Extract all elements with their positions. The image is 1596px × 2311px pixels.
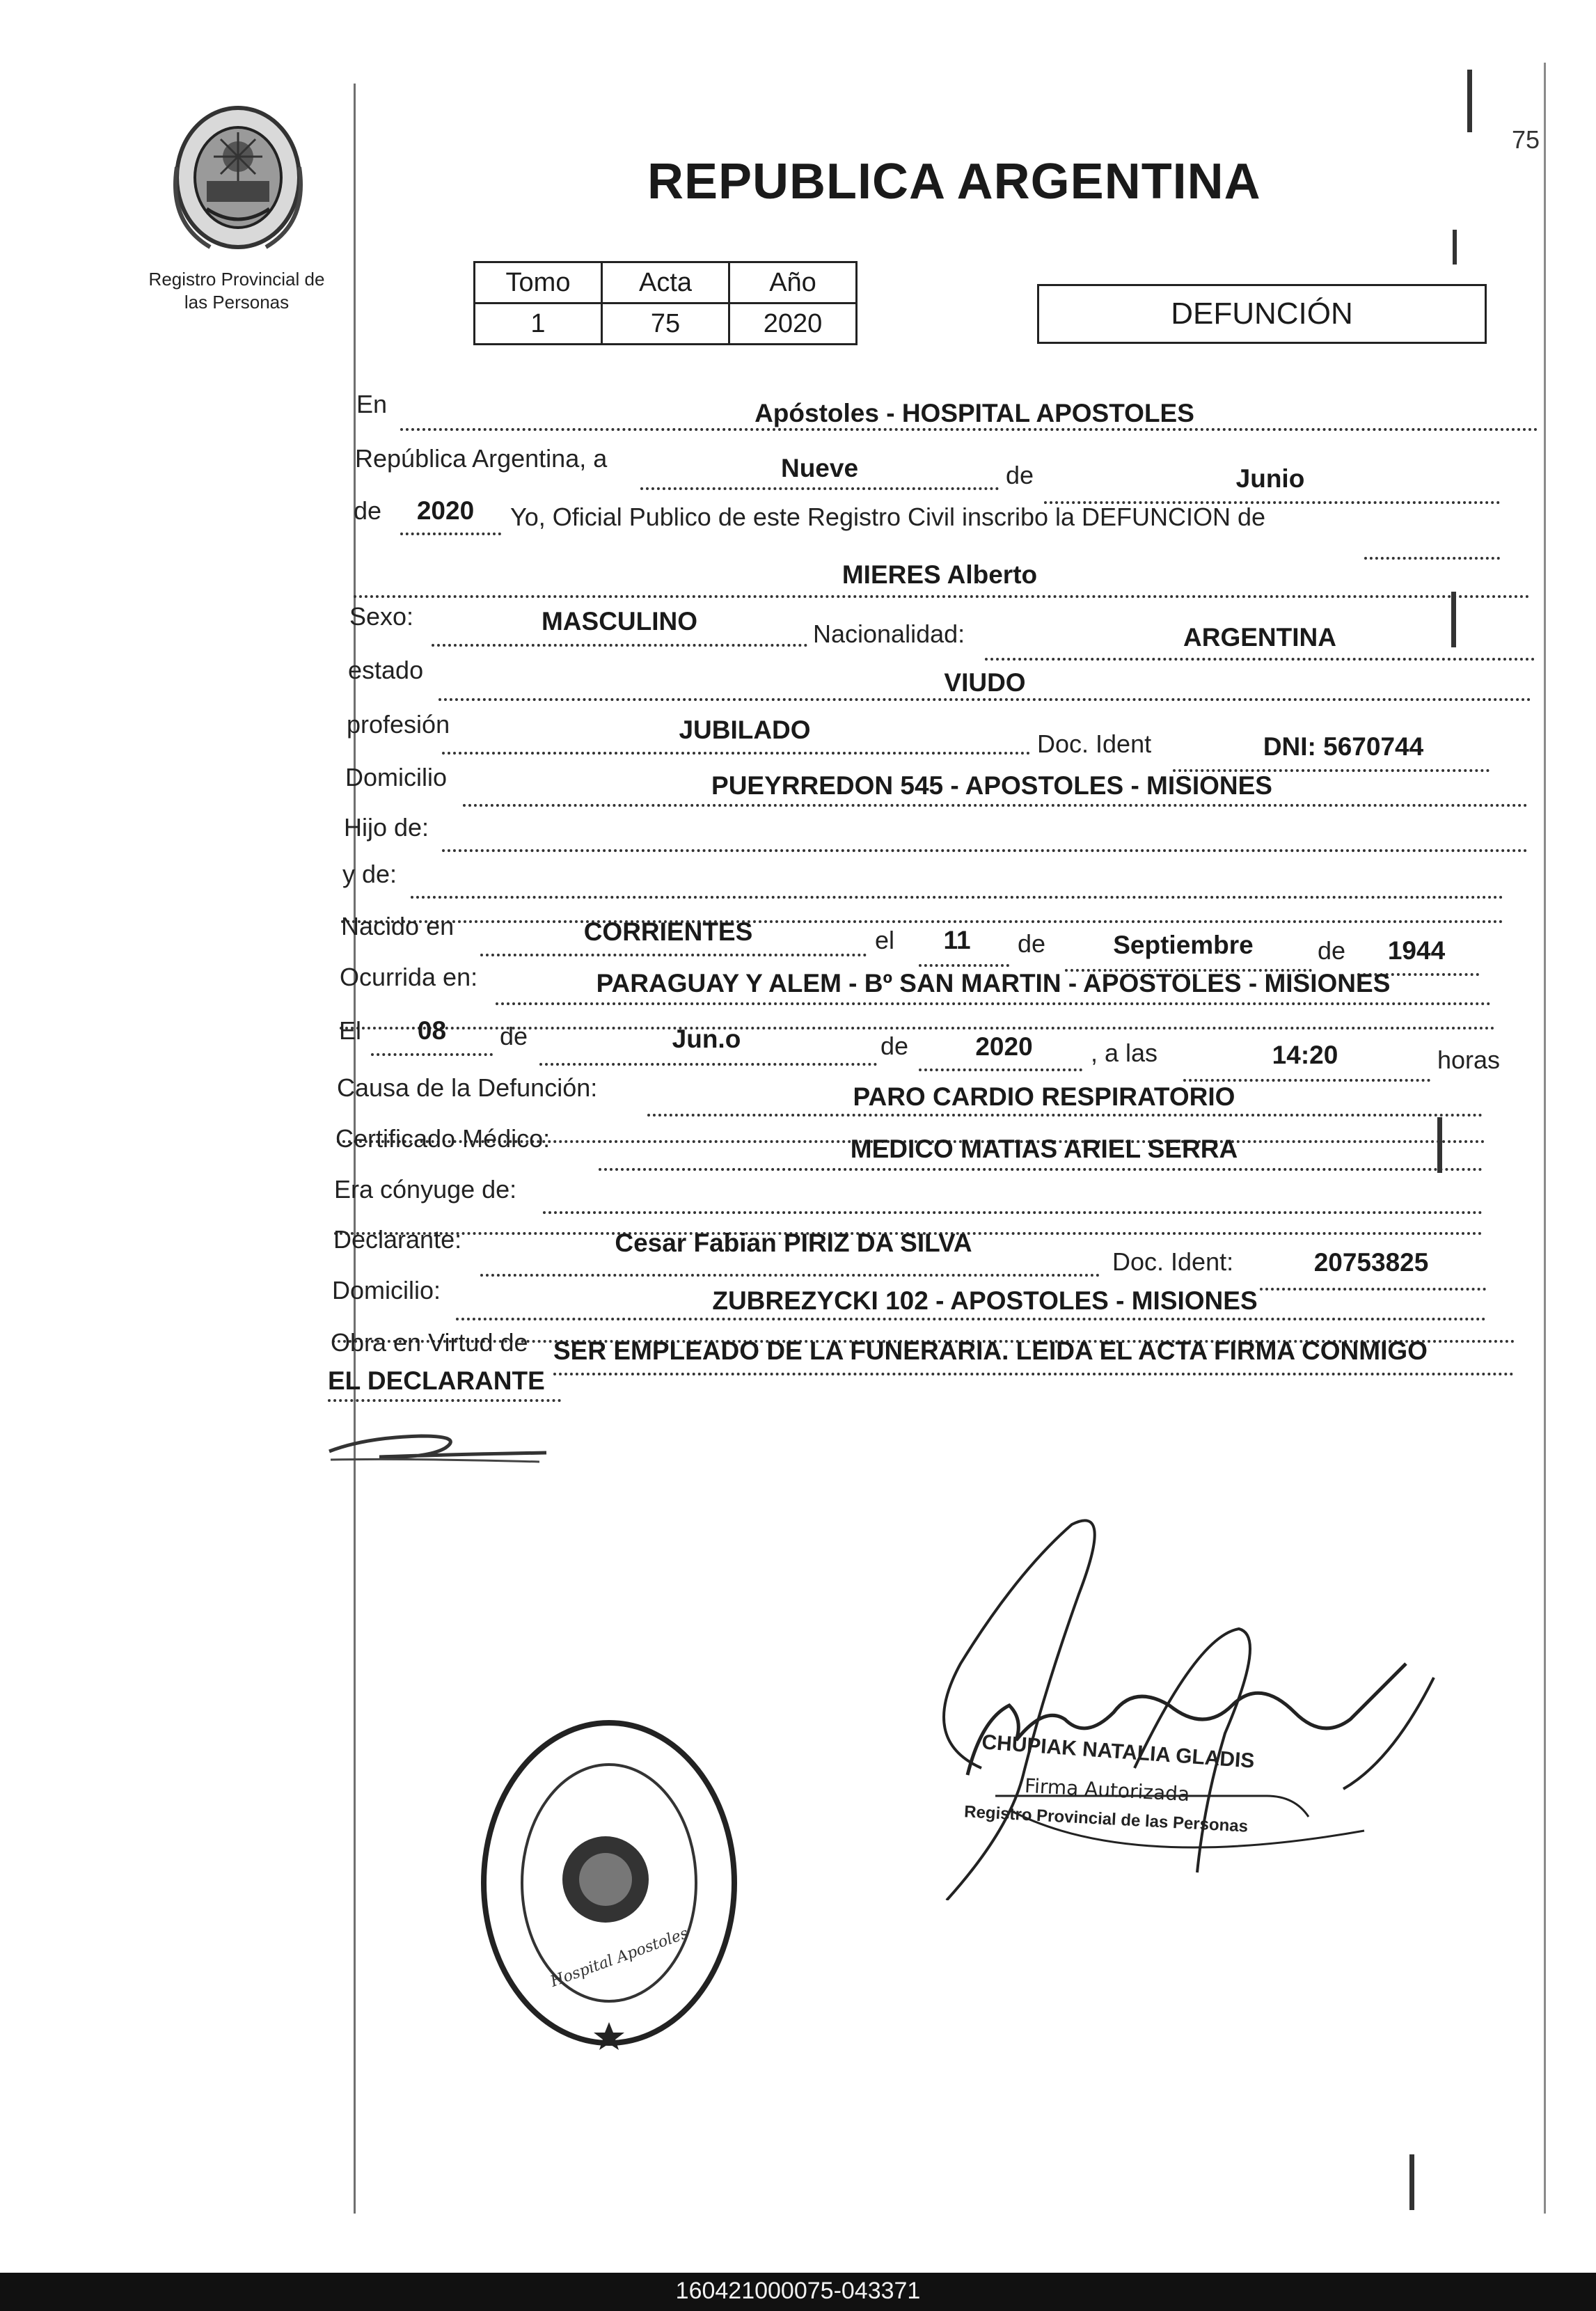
label-causa: Causa de la Defunción: (337, 1073, 598, 1102)
reference-value-row (475, 303, 857, 345)
dotted-line (400, 428, 1538, 431)
declarant-signature-icon (324, 1423, 553, 1472)
value-mes: Junio (1235, 464, 1305, 493)
label-estado: estado (348, 656, 424, 684)
dotted-line (480, 954, 867, 956)
label-de-anio: de (354, 496, 382, 525)
value-declarante-doc: 20753825 (1313, 1248, 1429, 1277)
anio-header: Año (729, 262, 857, 303)
registry-caption: Registro Provincial de las Personas (148, 269, 325, 313)
dotted-line (1183, 1079, 1430, 1082)
dotted-line (411, 896, 1503, 899)
dotted-line (328, 1399, 561, 1402)
value-documento: DNI: 5670744 (1263, 732, 1424, 761)
label-nacionalidad: Nacionalidad: (813, 620, 965, 648)
value-certificado: MEDICO MATIAS ARIEL SERRA (850, 1135, 1238, 1163)
value-nacionalidad: ARGENTINA (1183, 623, 1336, 652)
label-y-de: y de: (342, 860, 397, 888)
label-domicilio: Domicilio (345, 763, 448, 791)
value-nombre: MIERES Alberto (842, 560, 1038, 589)
dotted-line (919, 1068, 1082, 1071)
value-anio: 2020 (416, 496, 475, 525)
value-nac-anio: 1944 (1387, 936, 1446, 965)
authority-role: Firma Autorizada (1024, 1774, 1190, 1806)
label-doc-ident-2: Doc. Ident: (1112, 1247, 1234, 1276)
dotted-line (599, 1168, 1483, 1171)
dotted-line (985, 658, 1535, 661)
dotted-line (640, 487, 999, 490)
stamp-text-group (487, 1719, 731, 2046)
dotted-line (1364, 557, 1500, 560)
value-nacido-en: CORRIENTES (583, 917, 753, 946)
dotted-line (438, 698, 1531, 701)
anio-value: 2020 (729, 303, 857, 345)
dotted-line (553, 1373, 1514, 1375)
document-type-box: DEFUNCIÓN (1037, 284, 1487, 344)
value-def-hora: 14:20 (1272, 1041, 1338, 1069)
value-lugar: Apóstoles - HOSPITAL APOSTOLES (754, 399, 1194, 427)
scan-mark (1409, 2154, 1414, 2210)
value-ocurrida-en: PARAGUAY Y ALEM - Bº SAN MARTIN - APOSTOLES - MISIONES (596, 969, 1391, 997)
label-certificado: Certificado Médico: (335, 1124, 551, 1153)
dotted-line (647, 1114, 1483, 1117)
scan-mark (1467, 70, 1472, 132)
dotted-line (456, 1318, 1486, 1320)
label-el: el (875, 926, 895, 954)
scan-mark (1453, 230, 1457, 265)
authorized-signature-icon (905, 1511, 1448, 1900)
label-republica: República Argentina, a (355, 444, 608, 473)
label-hijo-de: Hijo de: (344, 813, 429, 842)
dotted-line (371, 1053, 493, 1056)
tomo-header: Tomo (475, 262, 602, 303)
value-estado: VIUDO (944, 668, 1026, 697)
value-nac-mes: Septiembre (1113, 931, 1254, 959)
value-causa: PARO CARDIO RESPIRATORIO (853, 1082, 1235, 1111)
acta-value: 75 (602, 303, 729, 345)
value-nac-dia: 11 (943, 926, 971, 954)
label-de-occ2: de (880, 1032, 909, 1060)
value-domicilio: PUEYRREDON 545 - APOSTOLES - MISIONES (711, 771, 1272, 800)
scan-mark (1451, 592, 1456, 647)
stamp-inner-text: Hospital Apostoles (548, 1925, 691, 1991)
label-conyuge: Era cónyuge de: (334, 1175, 517, 1204)
label-el-cap: El (339, 1016, 362, 1045)
dotted-line (919, 964, 1009, 967)
acta-header: Acta (602, 262, 729, 303)
value-def-mes: Jun.o (672, 1025, 741, 1053)
label-horas: horas (1437, 1046, 1501, 1074)
dotted-line (442, 752, 1030, 755)
scan-mark (1437, 1117, 1442, 1173)
dotted-line (400, 533, 501, 535)
label-ocurrida-en: Ocurrida en: (340, 963, 478, 991)
label-nacido-en: Nacido en (341, 912, 455, 940)
label-doc-ident: Doc. Ident (1037, 729, 1152, 758)
dotted-line (539, 1063, 877, 1066)
label-sexo: Sexo: (349, 602, 414, 631)
authority-name: CHUPIAK NATALIA GLADIS (981, 1730, 1256, 1773)
value-def-dia: 08 (417, 1016, 447, 1045)
value-profesion: JUBILADO (679, 716, 811, 744)
value-sexo: MASCULINO (541, 607, 698, 636)
page-number: 75 (1512, 125, 1540, 154)
label-yo-oficial: Yo, Oficial Publico de este Registro Civil inscribo la DEFUNCION de (510, 503, 1266, 531)
label-domicilio-2: Domicilio: (332, 1276, 441, 1304)
reference-table (473, 261, 858, 345)
dotted-line (480, 1274, 1100, 1277)
value-declarante: Cesar Fabian PIRIZ DA SILVA (615, 1229, 972, 1257)
province-seal-icon (168, 97, 308, 258)
label-de-occ1: de (500, 1022, 528, 1050)
footer-code: 160421000075-043371 (675, 2278, 921, 2304)
value-dia: Nueve (780, 454, 859, 482)
value-obra-line2: EL DECLARANTE (328, 1366, 545, 1395)
page-right-border (1544, 63, 1546, 2214)
dotted-line (463, 804, 1528, 807)
label-a-las: , a las (1091, 1039, 1158, 1067)
dotted-line (354, 595, 1530, 598)
value-declarante-domicilio: ZUBREZYCKI 102 - APOSTOLES - MISIONES (712, 1286, 1258, 1315)
authority-office: Registro Provincial de las Personas (963, 1802, 1249, 1836)
label-de-nac1: de (1018, 929, 1046, 958)
label-obra: Obra en Virtud de (331, 1328, 528, 1357)
dotted-line (432, 644, 807, 647)
label-profesion: profesión (347, 710, 450, 739)
label-de-nac2: de (1318, 936, 1346, 965)
label-en: En (356, 390, 388, 418)
tomo-value: 1 (475, 303, 602, 345)
dotted-line (442, 849, 1528, 852)
value-def-anio: 2020 (975, 1032, 1033, 1061)
reference-header-row (475, 262, 857, 303)
dotted-line (543, 1211, 1483, 1214)
value-obra-line1: SER EMPLEADO DE LA FUNERARIA. LEIDA EL ACTA FIRMA CONMIGO (553, 1336, 1428, 1365)
page-title: REPUBLICA ARGENTINA (647, 154, 1261, 210)
label-de: de (1006, 461, 1034, 489)
label-declarante: Declarante: (333, 1225, 462, 1254)
dotted-line (496, 1002, 1491, 1005)
